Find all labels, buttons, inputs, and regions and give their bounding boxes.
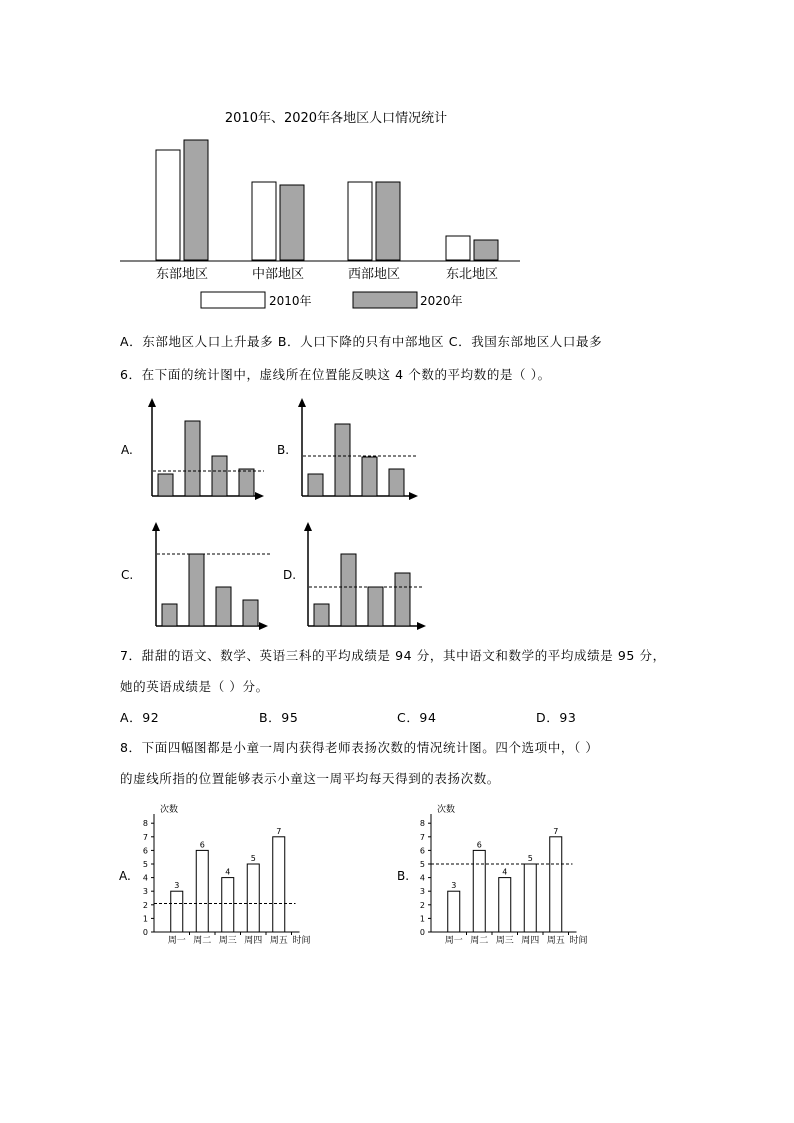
bar-周四 xyxy=(247,864,259,932)
q8-text-line1: 8．下面四幅图都是小童一周内获得老师表扬次数的情况统计图。四个选项中，（ ） xyxy=(120,740,599,755)
x-axis-arrow xyxy=(259,622,268,630)
category-label: 周一 xyxy=(444,936,463,946)
bar-4 xyxy=(243,600,258,626)
category-label: 周二 xyxy=(470,936,489,946)
legend xyxy=(201,292,463,308)
y-tick-label: 5 xyxy=(419,860,425,869)
bar-1 xyxy=(158,474,173,496)
q7-text-line2: 她的英语成绩是（ ）分。 xyxy=(120,679,269,694)
y-tick-label: 3 xyxy=(419,887,425,897)
y-axis-label: 次数 xyxy=(437,805,456,815)
chart-title: 2010年、2020年各地区人口情况统计 xyxy=(224,111,448,126)
y-tick-label: 6 xyxy=(142,846,148,856)
bar-3 xyxy=(362,457,377,496)
bar-2010-2 xyxy=(252,182,276,260)
bar-周一 xyxy=(448,891,460,932)
q6-label-d: D. xyxy=(283,568,297,582)
y-tick-label: 2 xyxy=(142,900,148,910)
bar-2 xyxy=(185,421,200,496)
q6-label-c: C. xyxy=(121,568,134,582)
q8-label-a: A. xyxy=(119,869,131,883)
bar-周一 xyxy=(171,891,183,932)
q7-option-d: D．93 xyxy=(536,710,577,725)
y-tick-label: 4 xyxy=(419,873,425,883)
y-tick-label: 8 xyxy=(419,819,425,829)
bar-2010-4 xyxy=(446,236,470,260)
x-axis-arrow xyxy=(417,622,426,630)
q8-chart-b xyxy=(415,800,595,950)
data-label: 4 xyxy=(502,867,508,877)
data-label: 3 xyxy=(174,881,180,891)
category-label: 周三 xyxy=(495,936,514,946)
q6-label-a: A. xyxy=(121,443,133,457)
category-label: 中部地区 xyxy=(251,267,305,282)
bar-周三 xyxy=(222,878,234,932)
data-label: 6 xyxy=(199,840,205,850)
legend-swatch-2010 xyxy=(201,292,265,308)
bar-2020-3 xyxy=(376,182,400,260)
bar-周二 xyxy=(473,850,485,932)
x-axis-arrow xyxy=(255,492,264,500)
category-label: 周四 xyxy=(521,936,540,946)
data-label: 4 xyxy=(225,867,231,877)
q8-label-b: B. xyxy=(397,869,410,883)
category-label: 周五 xyxy=(269,936,288,946)
category-label: 周四 xyxy=(244,936,263,946)
data-label: 3 xyxy=(451,881,457,891)
bar-周五 xyxy=(550,837,562,932)
population-chart xyxy=(110,100,530,320)
y-tick-label: 1 xyxy=(142,914,148,924)
y-tick-label: 8 xyxy=(142,819,148,829)
bar-3 xyxy=(368,587,383,626)
q6-chart-a xyxy=(140,392,270,504)
bar-4 xyxy=(239,469,254,496)
data-label: 7 xyxy=(553,826,559,836)
bar-4 xyxy=(389,469,404,496)
data-label: 7 xyxy=(276,826,282,836)
q8-chart-a xyxy=(138,800,318,950)
y-tick-label: 6 xyxy=(419,846,425,856)
bar-1 xyxy=(308,474,323,496)
q7-option-c: C．94 xyxy=(397,710,437,725)
bar-1 xyxy=(314,604,329,626)
bar-2 xyxy=(189,554,204,626)
y-tick-label: 0 xyxy=(142,928,148,937)
bar-周二 xyxy=(196,850,208,932)
q6-chart-d xyxy=(302,516,432,634)
category-label: 周三 xyxy=(218,936,237,946)
bar-2020-2 xyxy=(280,185,304,260)
category-label: 西部地区 xyxy=(347,267,401,282)
bar-2010-1 xyxy=(156,150,180,260)
y-axis-arrow xyxy=(298,398,306,407)
category-label: 东北地区 xyxy=(445,267,499,282)
x-axis-label: 时间 xyxy=(569,936,588,946)
y-tick-label: 0 xyxy=(419,928,425,937)
y-tick-label: 4 xyxy=(142,873,148,883)
bar-周三 xyxy=(499,878,511,932)
y-tick-label: 7 xyxy=(142,832,148,842)
q8-text-line2: 的虚线所指的位置能够表示小童这一周平均每天得到的表扬次数。 xyxy=(120,771,500,786)
category-label: 东部地区 xyxy=(155,267,209,282)
q6-chart-b xyxy=(294,392,424,504)
x-axis-arrow xyxy=(409,492,418,500)
category-label: 周五 xyxy=(546,936,565,946)
q6-text: 6．在下面的统计图中，虚线所在位置能反映这 4 个数的平均数的是（ ）。 xyxy=(120,367,551,382)
y-axis-arrow xyxy=(304,522,312,531)
bar-2010-3 xyxy=(348,182,372,260)
y-axis-arrow xyxy=(148,398,156,407)
legend-label-2020: 2020年 xyxy=(420,294,463,308)
bar-周四 xyxy=(524,864,536,932)
legend-label-2010: 2010年 xyxy=(269,294,312,308)
category-label: 周二 xyxy=(193,936,212,946)
bar-3 xyxy=(216,587,231,626)
data-label: 5 xyxy=(527,854,533,863)
bar-1 xyxy=(162,604,177,626)
category-label: 周一 xyxy=(167,936,186,946)
q6-label-b: B. xyxy=(277,443,290,457)
y-axis-label: 次数 xyxy=(160,805,179,815)
q7-option-b: B．95 xyxy=(259,710,299,725)
q7-text-line1: 7．甜甜的语文、数学、英语三科的平均成绩是 94 分，其中语文和数学的平均成绩是 95 分， xyxy=(120,648,666,663)
y-tick-label: 3 xyxy=(142,887,148,897)
bar-2020-4 xyxy=(474,240,498,260)
legend-swatch-2020 xyxy=(353,292,417,308)
y-tick-label: 5 xyxy=(142,860,148,869)
bar-2 xyxy=(335,424,350,496)
bar-2 xyxy=(341,554,356,626)
data-label: 5 xyxy=(250,854,256,863)
bar-2020-1 xyxy=(184,140,208,260)
data-label: 6 xyxy=(476,840,482,850)
q7-option-a: A．92 xyxy=(120,710,160,725)
q6-chart-c xyxy=(144,516,274,634)
y-axis-arrow xyxy=(152,522,160,531)
y-tick-label: 7 xyxy=(419,832,425,842)
bar-4 xyxy=(395,573,410,626)
y-tick-label: 2 xyxy=(419,900,425,910)
y-tick-label: 1 xyxy=(419,914,425,924)
q5-options: A．东部地区人口上升最多 B．人口下降的只有中部地区 C．我国东部地区人口最多 xyxy=(120,334,603,349)
x-axis-label: 时间 xyxy=(292,936,311,946)
bar-3 xyxy=(212,456,227,496)
bar-周五 xyxy=(273,837,285,932)
